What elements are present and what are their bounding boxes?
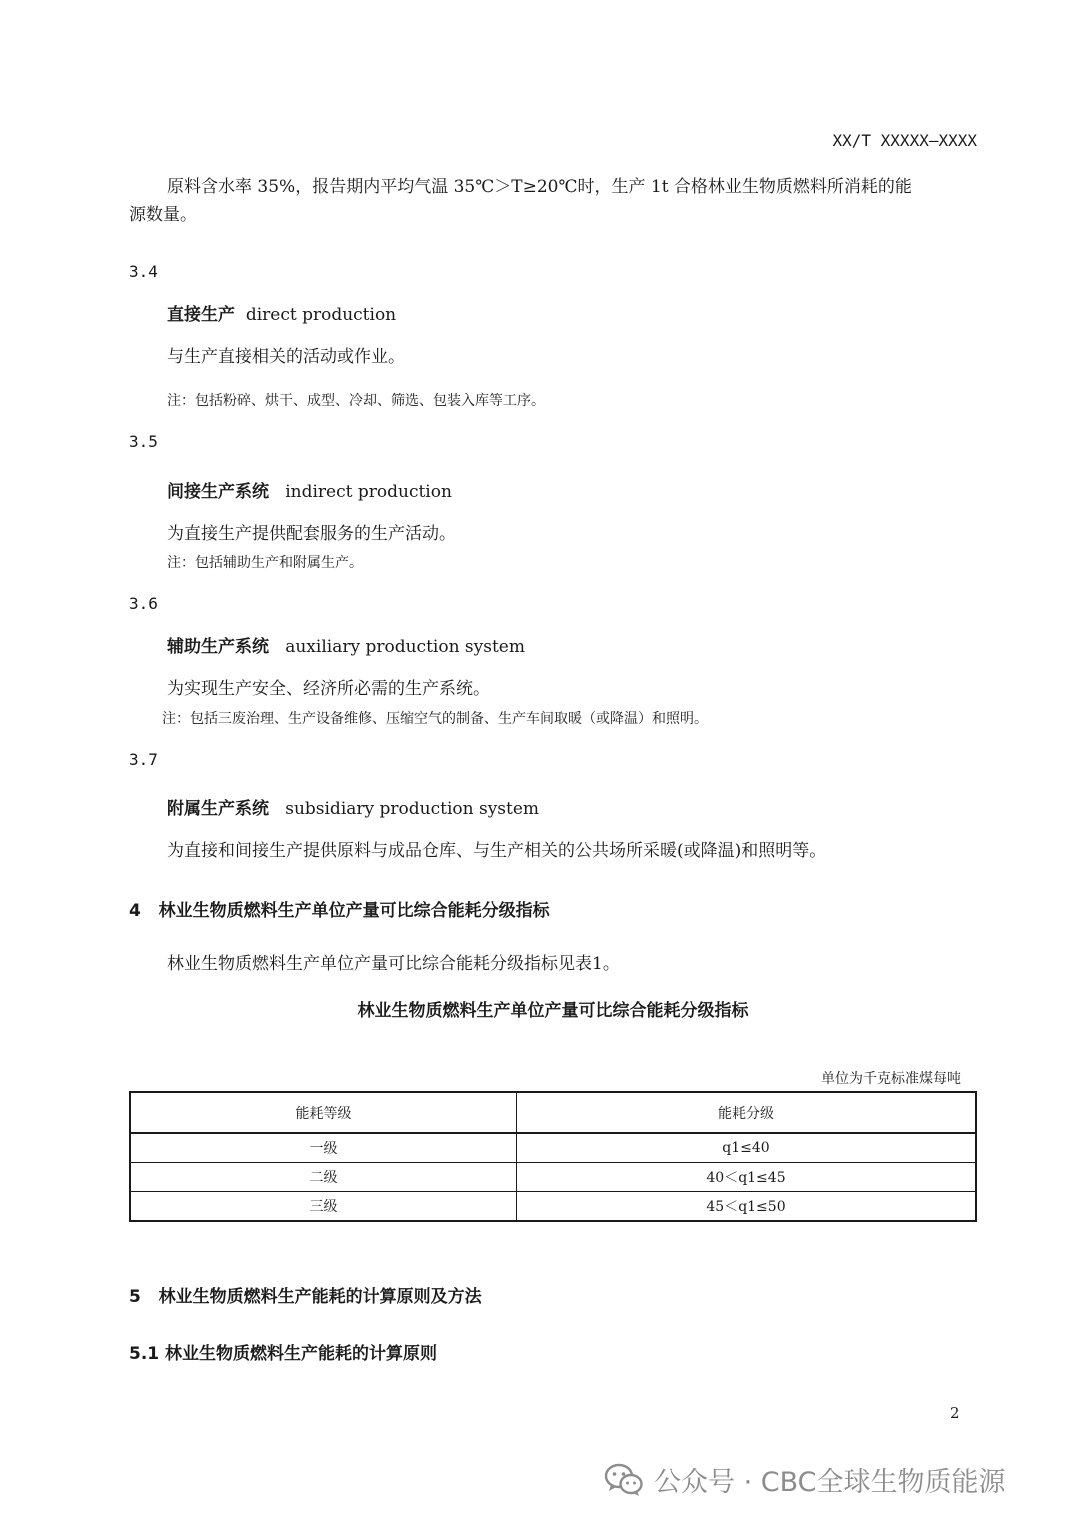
- term-en: indirect production: [285, 482, 452, 502]
- section-title: 林业生物质燃料生产单位产量可比综合能耗分级指标: [158, 901, 550, 921]
- term-note: 注：包括三废治理、生产设备维修、压缩空气的制备、生产车间取暖（或降温）和照明。: [162, 711, 708, 727]
- table-cell: 45＜q1≤50: [517, 1192, 977, 1222]
- term-number: 3.7: [129, 750, 158, 769]
- section-title: 林业生物质燃料生产能耗的计算原则及方法: [158, 1287, 482, 1307]
- subsection-heading: [129, 1339, 437, 1364]
- section-number: 5: [129, 1287, 141, 1307]
- section-heading: [129, 896, 550, 921]
- term-heading: [167, 630, 525, 664]
- table-unit: 单位为千克标准煤每吨: [821, 1071, 961, 1087]
- table-header-cell: 能耗等级: [130, 1092, 517, 1133]
- term-definition: 为直接和间接生产提供原料与成品仓库、与生产相关的公共场所采暖(或降温)和照明等。: [167, 841, 827, 861]
- watermark: [604, 1460, 1006, 1499]
- term-en: auxiliary production system: [285, 637, 525, 657]
- table-header-row: [130, 1092, 976, 1133]
- section-number: 5.1: [129, 1344, 160, 1364]
- term-en: direct production: [245, 305, 397, 325]
- term-number: 3.4: [129, 262, 158, 281]
- term-cn: 间接生产系统: [167, 482, 269, 502]
- term-cn: 附属生产系统: [167, 799, 269, 819]
- table-cell: 三级: [130, 1192, 517, 1222]
- energy-grade-table: [129, 1091, 977, 1222]
- section-heading: [129, 1282, 482, 1307]
- term-en: subsidiary production system: [285, 799, 540, 819]
- term-definition: 为直接生产提供配套服务的生产活动。: [167, 524, 456, 544]
- intro-line-1: 原料含水率 35%，报告期内平均气温 35℃＞T≥20℃时，生产 1t 合格林业生物质燃料所消耗的能: [167, 177, 912, 197]
- page-number: 2: [950, 1404, 960, 1422]
- table-row: [130, 1192, 976, 1222]
- table-row: [130, 1163, 976, 1192]
- section-paragraph: 林业生物质燃料生产单位产量可比综合能耗分级指标见表1。: [167, 954, 620, 974]
- section-title: 林业生物质燃料生产能耗的计算原则: [165, 1344, 438, 1364]
- table-cell: 一级: [130, 1133, 517, 1163]
- section-number: 4: [129, 901, 141, 921]
- intro-line-2: 源数量。: [129, 205, 197, 225]
- table-cell: 二级: [130, 1163, 517, 1192]
- table-cell: 40＜q1≤45: [517, 1163, 977, 1192]
- term-note: 注：包括粉碎、烘干、成型、冷却、筛选、包装入库等工序。: [167, 393, 545, 409]
- term-cn: 辅助生产系统: [167, 637, 269, 657]
- term-heading: [167, 475, 452, 509]
- term-cn: 直接生产: [167, 305, 235, 325]
- term-definition: 与生产直接相关的活动或作业。: [167, 347, 405, 367]
- term-heading: [167, 298, 396, 332]
- standard-code: XX/T XXXXX—XXXX: [832, 131, 977, 150]
- watermark-text: 公众号 · CBC全球生物质能源: [654, 1467, 1006, 1498]
- term-heading: [167, 792, 539, 826]
- term-number: 3.5: [129, 432, 158, 451]
- term-number: 3.6: [129, 594, 158, 613]
- wechat-icon: [604, 1463, 644, 1497]
- table-title: 林业生物质燃料生产单位产量可比综合能耗分级指标: [357, 1001, 749, 1021]
- table-row: [130, 1133, 976, 1163]
- term-definition: 为实现生产安全、经济所必需的生产系统。: [167, 679, 490, 699]
- table-cell: q1≤40: [517, 1133, 977, 1163]
- term-note: 注：包括辅助生产和附属生产。: [167, 555, 363, 571]
- table-header-cell: 能耗分级: [517, 1092, 977, 1133]
